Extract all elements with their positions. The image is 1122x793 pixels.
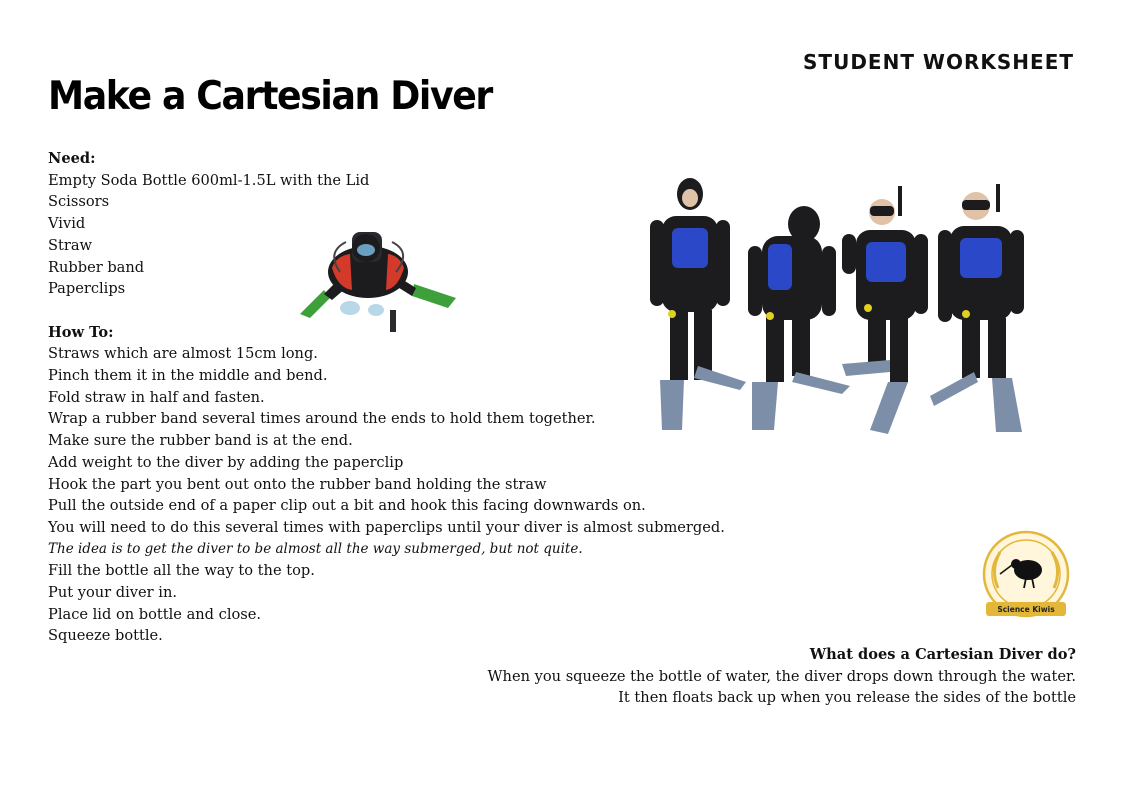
howto-step: Hook the part you bent out onto the rubber band holding the straw (48, 475, 547, 493)
badge-text: Science Kiwis (997, 605, 1055, 614)
howto-step: Wrap a rubber band several times around the ends to hold them together. (48, 410, 596, 428)
answer-block (488, 644, 1076, 709)
need-item: Paperclips (48, 280, 126, 298)
howto-step: Add weight to the diver by adding the paperclip (48, 453, 404, 471)
howto-step: Squeeze bottle. (48, 627, 163, 645)
need-item: Scissors (48, 193, 110, 211)
page-title: Make a Cartesian Diver (48, 74, 492, 119)
howto-step: Pull the outside end of a paper clip out a bit and hook this facing downwards on. (48, 497, 646, 515)
howto-step: Fold straw in half and fasten. (48, 388, 265, 406)
scuba-diver-illustration (296, 212, 460, 336)
howto-step: Make sure the rubber band is at the end. (48, 432, 353, 450)
answer-line: It then floats back up when you release the sides of the bottle (618, 689, 1076, 707)
need-item: Empty Soda Bottle 600ml-1.5L with the Lid (48, 171, 370, 189)
answer-line: When you squeeze the bottle of water, the diver drops down through the water. (487, 667, 1076, 685)
need-heading: Need: (48, 150, 96, 167)
kiwi-laurel-badge-icon (980, 530, 1072, 622)
howto-step: Put your diver in. (48, 584, 177, 602)
howto-step: Straws which are almost 15cm long. (48, 345, 318, 363)
answer-question: What does a Cartesian Diver do? (809, 646, 1076, 663)
four-scuba-divers-illustration (642, 176, 1034, 438)
howto-step: You will need to do this several times with paperclips until your diver is almost submerged. (48, 518, 725, 536)
need-item: Rubber band (48, 258, 145, 276)
need-item: Straw (48, 236, 93, 254)
howto-step: Pinch them it in the middle and bend. (48, 367, 328, 385)
need-item: Vivid (48, 215, 86, 233)
worksheet-label: STUDENT WORKSHEET (803, 50, 1074, 74)
howto-note: The idea is to get the diver to be almost all the way submerged, but not quite. (48, 540, 583, 557)
howto-step: Fill the bottle all the way to the top. (48, 562, 315, 580)
howto-step: Place lid on bottle and close. (48, 605, 262, 623)
howto-heading: How To: (48, 323, 114, 341)
